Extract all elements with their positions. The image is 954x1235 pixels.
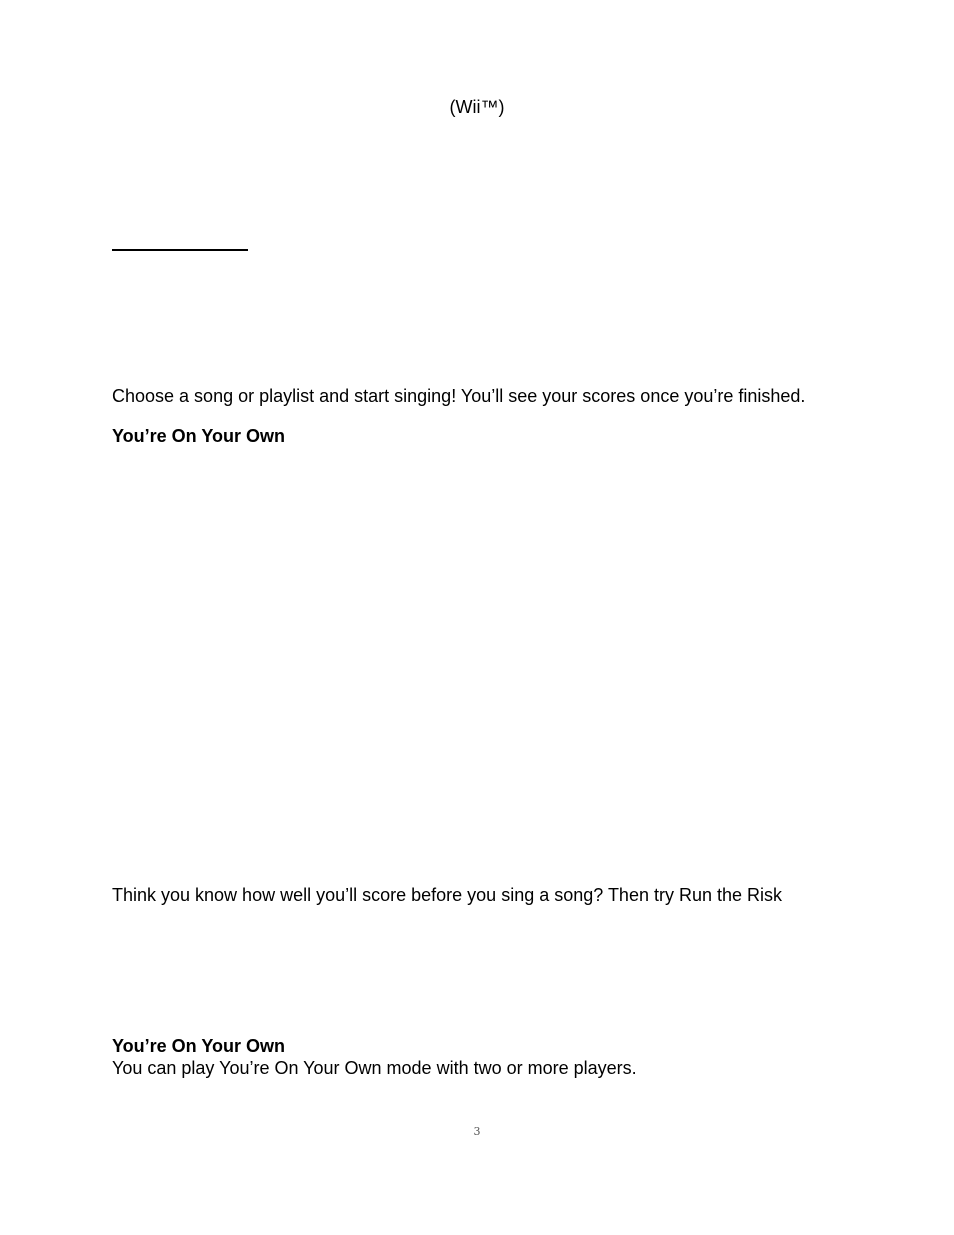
multiplayer-paragraph: You can play You’re On Your Own mode with two or more players. [112, 1058, 637, 1078]
page-number: 3 [473, 1125, 481, 1138]
multiplayer-heading: You’re On Your Own [112, 1036, 286, 1056]
platform-note: (Wii™) [449, 97, 505, 117]
intro-heading: You’re On Your Own [112, 426, 286, 446]
run-the-risk-paragraph: Think you know how well you’ll score before you sing a song? Then try Run the Risk [112, 885, 783, 905]
section-rule [112, 249, 248, 251]
intro-paragraph: Choose a song or playlist and start singing! You’ll see your scores once you’re finished. [112, 386, 806, 406]
